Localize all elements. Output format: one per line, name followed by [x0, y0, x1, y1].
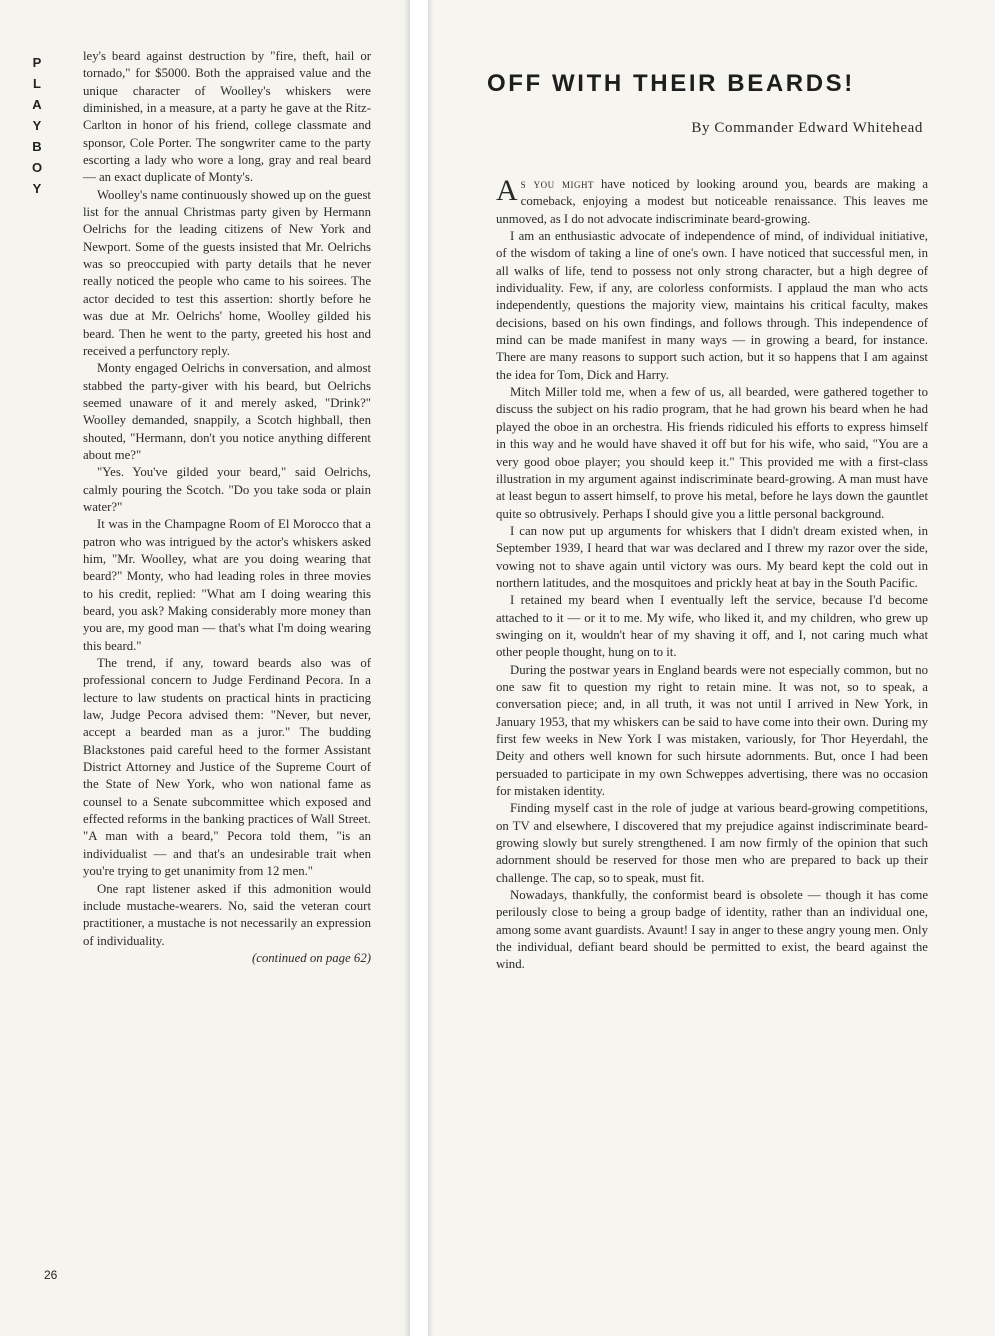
body-paragraph: ley's beard against destruction by "fire, theft, hail or tornado," for $5000. Both the appraised value and the unique character of Woolley's whiskers were diminished, in a measure, at a party he gave at the Ritz-Carlton in honor of his friend, college classmate and sponsor, Cole Porter. The songwriter came to the party escorting a lady who wore a long, gray and real beard — an exact duplicate of Monty's. [83, 49, 371, 185]
gutter-shadow-right [428, 0, 433, 1336]
body-paragraph: During the postwar years in England beards were not especially common, but no one saw fit to question my right to retain mine. It was not, so to speak, a conversation piece; and, in all truth, it was not until I arrived in New York, in January 1953, that my whiskers can be said to have come into their own. During my first few weeks in New York I was mistaken, variously, for Thor Heyerdahl, the Deity and others well known for such hirsute adornments. But, once I had been persuaded to participate in my own Schweppes advertising, there was no occasion for mistaken identity. [496, 662, 928, 799]
body-paragraph: It was in the Champagne Room of El Morocco that a patron who was intrigued by the actor's whiskers asked him, "Mr. Woolley, what are you doing wearing that beard?" Monty, who had leading roles in three movies to his credit, replied: "What am I doing wearing this beard, you ask? Making considerably more money than you are, my good man — that's what I'm doing wearing this beard." [83, 517, 371, 653]
left-column-text [83, 48, 371, 967]
masthead-letter: P [32, 55, 42, 70]
article-headline: OFF WITH THEIR BEARDS! [487, 70, 855, 97]
continued-on-link: (continued on page 62) [251, 950, 371, 965]
playboy-masthead [30, 52, 44, 199]
masthead-letter: Y [32, 181, 42, 196]
masthead-letter: A [32, 97, 42, 112]
body-paragraph: The trend, if any, toward beards also was of professional concern to Judge Ferdinand Pecora. In a lecture to law students on practical hints in practicing law, Judge Pecora advised them: "Never, but never, accept a bearded man as a juror." The budding Blackstones paid careful heed to the former Assistant District Attorney and Justice of the Supreme Court of the State of New York, who won national fame as counsel to a Senate subcommittee which exposed and effected reforms in the banking practices of Wall Street. "A man with a beard," Pecora told them, "is an individualist — and that's an undesirable trait when you're trying to get unanimity from 12 men." [83, 656, 371, 879]
body-paragraph: One rapt listener asked if this admonition would include mustache-wearers. No, said the veteran court practitioner, a mustache is not necessarily an expression of individuality. [83, 881, 371, 948]
page-number: 26 [44, 1268, 58, 1282]
body-paragraph: Finding myself cast in the role of judge at various beard-growing competitions, on TV and elsewhere, I discovered that my prejudice against indiscriminate beard-growing slowly but surely strengthened. I am now firmly of the opinion that such adornment should be reserved for those men who are prepared to back up their challenge. The cap, so to speak, must fit. [496, 801, 928, 885]
body-paragraph: Nowadays, thankfully, the conformist beard is obsolete — though it has come perilously close to being a group badge of identity, rather than an individual one, among some avant guardists. Avaunt! I say in anger to these angry young men. Only the individual, defiant beard should be permitted to exist, the beard against the wind. [496, 888, 928, 972]
lead-smallcaps: s you might [520, 177, 595, 191]
masthead-letter: B [32, 139, 42, 154]
masthead-letter: Y [32, 118, 42, 133]
lead-paragraph [496, 176, 928, 228]
body-paragraph: Mitch Miller told me, when a few of us, all bearded, were gathered together to discuss the subject on his radio program, that he had grown his beard when he had played the oboe in an orchestra. His friends ridiculed his efforts to express himself in this way and he would have shaved it off but for his wife, who said, "You are a very good oboe player; you should keep it." This provided me with a first-class illustration in my argument against indiscriminate beard-growing. A man must have at least begun to assert himself, to prove his metal, before he lays down the gauntlet quite so obtrusively. Perhaps I should give you a little personal background. [496, 385, 928, 521]
body-paragraph: I retained my beard when I eventually left the service, because I'd become attached to it — or it to me. My wife, who liked it, and my children, who grew up swinging on it, wouldn't hear of my shaving it off, and I, not caring much what other people thought, hung on to it. [496, 593, 928, 660]
article-body [496, 176, 928, 974]
body-paragraph: I am an enthusiastic advocate of independence of mind, of individual initiative, of the wisdom of taking a line of one's own. I have noticed that successful men, in all walks of life, tend to possess not only strong character, but a high degree of individuality. Few, if any, are colorless conformists. I applaud the man who acts independently, questions the majority view, maintains his critical faculty, makes decisions, based on his own findings, and follows through. This independence of mind can be made manifest in many ways — in growing a beard, for instance. There are many reasons to support such action, but it so happens that I am against the idea for Tom, Dick and Harry. [496, 229, 928, 382]
body-paragraph: Woolley's name continuously showed up on the guest list for the annual Christmas party given by Hermann Oelrichs for the leading citizens of New York and Newport. Some of the guests insisted that Mr. Oelrichs was so preoccupied with party details that he never really noticed the people who came to his soirees. The actor decided to test this assertion: shortly before he was due at Mr. Oelrichs' home, Woolley gilded his beard. Then he went to the party, greeted his host and received a perfunctory reply. [83, 187, 371, 358]
body-paragraph: Monty engaged Oelrichs in conversation, and almost stabbed the party-giver with his beard, but Oelrichs seemed unaware of it and merely asked, "Drink?" Woolley demanded, snappily, a Scotch highball, then shouted, "Hermann, don't you notice anything different about me?" [83, 361, 371, 462]
drop-cap: A [496, 174, 518, 207]
body-paragraph: "Yes. You've gilded your beard," said Oelrichs, calmly pouring the Scotch. "Do you take soda or plain water?" [83, 465, 371, 514]
masthead-letter: O [31, 160, 43, 175]
article-byline: By Commander Edward Whitehead [691, 120, 923, 136]
body-paragraph: I can now put up arguments for whiskers that I didn't dream existed when, in September 1939, I heard that war was declared and I threw my razor over the side, vowing not to shave again until victory was ours. My beard kept the cold out in northern latitudes, and the mosquitoes and prickly heat at bay in the South Pacific. [496, 523, 928, 590]
page-gutter [410, 0, 428, 1336]
masthead-letter: L [33, 76, 41, 91]
lead-text: have noticed by looking around you, beards are making a comeback, enjoying a modest but noticeable renaissance. This leaves me unmoved, as I do not advocate indiscriminate beard-growing. [496, 177, 928, 226]
